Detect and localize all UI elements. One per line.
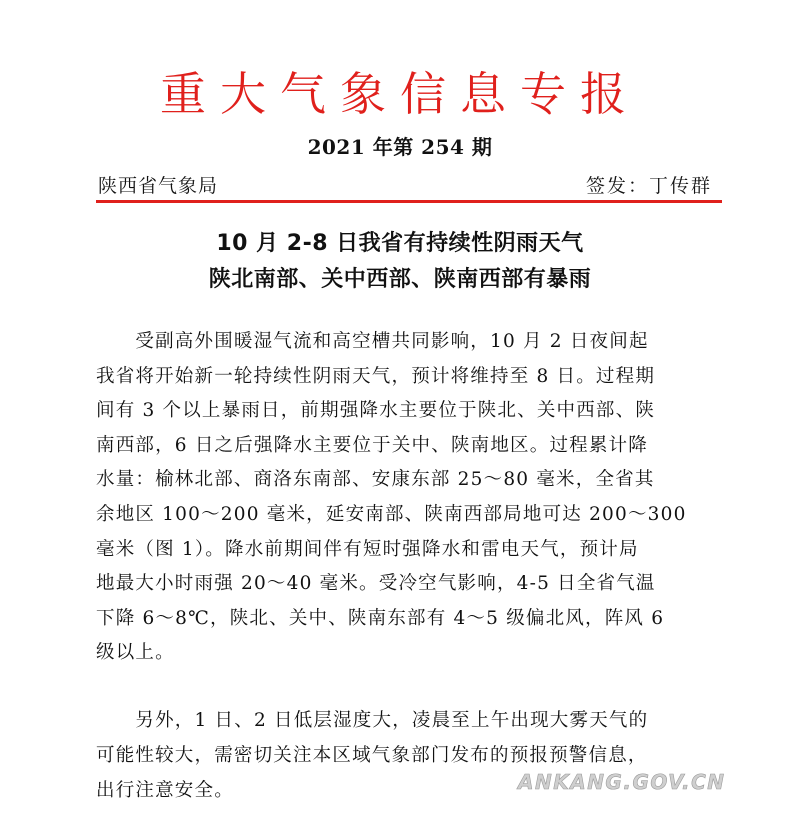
headline-line-1: 10 月 2-8 日我省有持续性阴雨天气	[216, 231, 584, 256]
body-paragraph-1	[96, 325, 736, 671]
issue-number: 2021 年第 254 期	[307, 135, 493, 159]
text-line: 可能性较大，需密切关注本区域气象部门发布的预报预警信息，	[96, 745, 648, 766]
text-line: 水量：榆林北部、商洛东南部、安康东部 25～80 毫米，全省其	[96, 469, 655, 491]
site-watermark: ANKANG.GOV.CN	[518, 770, 726, 794]
text-line: 下降 6～8℃，陕北、关中、陕南东部有 4～5 级偏北风，阵风 6	[96, 607, 665, 629]
text-line: 出行注意安全。	[96, 780, 234, 801]
text-line: 级以上。	[96, 642, 175, 664]
headline-line-2: 陕北南部、关中西部、陕南西部有暴雨	[208, 267, 592, 292]
text-line: 南西部，6 日之后强降水主要位于关中、陕南地区。过程累计降	[96, 434, 648, 456]
text-line: 毫米（图 1）。降水前期间伴有短时强降水和雷电天气，预计局	[96, 538, 639, 560]
signer: 签发：丁传群	[585, 175, 712, 197]
text-line: 另外，1 日、2 日低层湿度大，凌晨至上午出现大雾天气的	[96, 710, 649, 731]
text-line: 地最大小时雨强 20～40 毫米。受冷空气影响，4-5 日全省气温	[96, 573, 656, 595]
text-line: 余地区 100～200 毫米，延安南部、陕南西部局地可达 200～300	[96, 503, 687, 525]
text-line: 间有 3 个以上暴雨日，前期强降水主要位于陕北、关中西部、陕	[96, 400, 656, 422]
text-line: 我省将开始新一轮持续性阴雨天气，预计将维持至 8 日。过程期	[96, 365, 656, 387]
issuing-agency: 陕西省气象局	[98, 175, 219, 197]
bulletin-title: 重大气象信息专报	[160, 67, 640, 121]
text-line: 受副高外围暖湿气流和高空槽共同影响，10 月 2 日夜间起	[96, 331, 649, 352]
header-divider	[96, 200, 722, 203]
